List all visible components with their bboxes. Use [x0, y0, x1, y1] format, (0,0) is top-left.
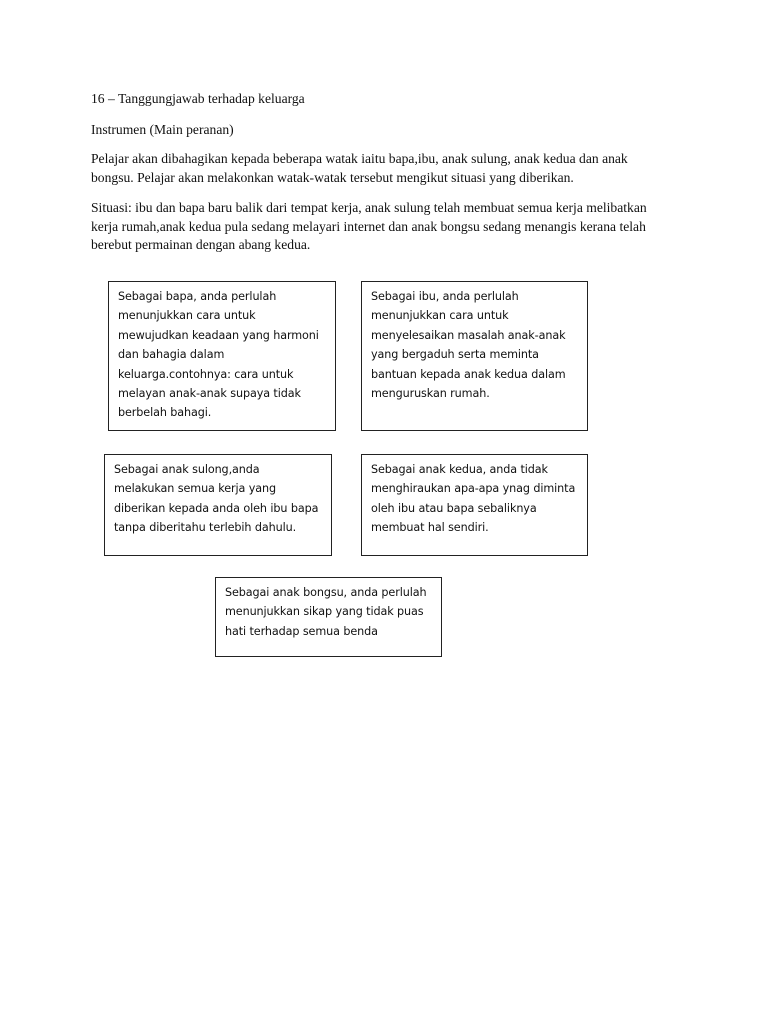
- role-card-bapa: [108, 281, 336, 431]
- role-card-ibu: [361, 281, 588, 431]
- role-card-anak-bongsu-text: Sebagai anak bongsu, anda perlulah menunjukkan sikap yang tidak puas hati terhadap semua benda: [225, 586, 427, 638]
- intro-paragraph: Pelajar akan dibahagikan kepada beberapa watak iaitu bapa,ibu, anak sulung, anak kedua dan anak bongsu. Pelajar akan melakonkan watak-watak tersebut mengikut situasi yang diberikan.: [91, 151, 628, 185]
- role-card-anak-bongsu: [215, 577, 442, 657]
- document-title: 16 – Tanggungjawab terhadap keluarga: [91, 91, 305, 106]
- role-card-anak-sulung: [104, 454, 332, 556]
- role-card-anak-kedua-text: Sebagai anak kedua, anda tidak menghiraukan apa-apa ynag diminta oleh ibu atau bapa sebaliknya membuat hal sendiri.: [371, 463, 576, 535]
- role-card-anak-sulung-text: Sebagai anak sulong,anda melakukan semua kerja yang diberikan kepada anda oleh ibu bapa tanpa diberitahu terlebih dahulu.: [114, 463, 319, 535]
- situation-paragraph: Situasi: ibu dan bapa baru balik dari tempat kerja, anak sulung telah membuat semua kerja melibatkan kerja rumah,anak kedua pula sedang melayari internet dan anak bongsu sedang menangis kerana telah berebut permainan dengan abang kedua.: [91, 200, 647, 253]
- instrument-line: Instrumen (Main peranan): [91, 122, 234, 137]
- role-card-bapa-text: Sebagai bapa, anda perlulah menunjukkan cara untuk mewujudkan keadaan yang harmoni dan bahagia dalam keluarga.contohnya: cara untuk melayan anak-anak supaya tidak berbelah bahagi.: [118, 290, 319, 420]
- role-card-ibu-text: Sebagai ibu, anda perlulah menunjukkan cara untuk menyelesaikan masalah anak-anak yang bergaduh serta meminta bantuan kepada anak kedua dalam menguruskan rumah.: [371, 290, 566, 401]
- role-card-anak-kedua: [361, 454, 588, 556]
